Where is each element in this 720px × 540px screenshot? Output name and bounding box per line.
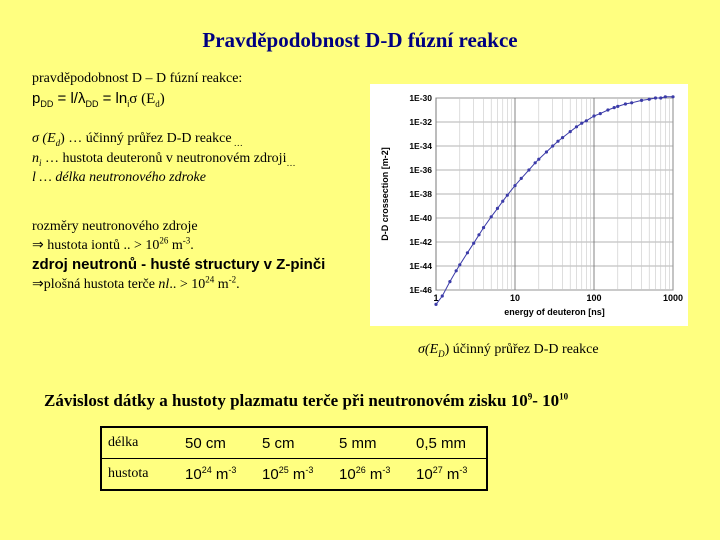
data-point: [569, 130, 572, 133]
x-tick-label: 1: [433, 293, 439, 303]
table-cell: $10^{25}$ $m^{-3}$: [262, 464, 314, 483]
table-cell: 50 cm: [179, 427, 256, 459]
cross-section-definition: σ $(E_d)$ … účinný průřez D-D reakce $_\dots$: [32, 131, 243, 148]
y-tick-label: 1E-34: [409, 141, 432, 151]
data-point: [551, 144, 554, 147]
data-point: [477, 233, 480, 236]
data-point: [592, 114, 595, 117]
y-tick-label: 1E-44: [409, 261, 432, 271]
data-point: [482, 226, 485, 229]
data-point: [501, 200, 504, 203]
probability-label: pravděpodobnost D – D fúzní reakce:: [32, 71, 243, 86]
table-row: [101, 427, 487, 459]
table-cell: 0,5 mm: [410, 427, 488, 459]
table-row: [101, 459, 487, 491]
table-cell: $10^{27}$ $m^{-3}$: [416, 464, 468, 483]
data-point: [506, 194, 509, 197]
cross-section-graph: [370, 84, 688, 326]
neutron-source-line: zdroj neutronů - husté structury v Z-pinči: [32, 256, 326, 273]
data-point: [616, 105, 619, 108]
graph-caption: $\sigma(E_D)$ účinný průřez D-D reakce: [418, 342, 599, 359]
surface-density-line: ⇒plošná hustota terče nl.. > $10^{24}$ $m^{-2}$.: [32, 274, 240, 292]
x-tick-label: 10: [509, 293, 521, 303]
data-point: [455, 269, 458, 272]
page-title: Pravděpodobnost D-D fúzní reakce: [202, 28, 518, 52]
data-point: [654, 96, 657, 99]
data-point: [496, 207, 499, 210]
y-tick-label: 1E-38: [409, 189, 432, 199]
cross-section-chart: [370, 84, 688, 326]
data-point: [458, 263, 461, 266]
x-axis-label: energy of deuteron [ns]: [504, 307, 605, 317]
table-cell: 5 cm: [256, 427, 333, 459]
density-definition: $n_i$ … hustota deuteronů v neutronovém zdroji$_\dots$: [32, 151, 296, 168]
ion-density-line: ⇒ hustota iontů .. > $10^{26}$ $m^{-3}$.: [32, 235, 194, 253]
data-point: [434, 303, 437, 306]
data-point: [575, 125, 578, 128]
y-tick-label: 1E-40: [409, 213, 432, 223]
data-point: [659, 96, 662, 99]
data-point: [534, 161, 537, 164]
data-point: [671, 95, 674, 98]
data-point: [580, 122, 583, 125]
y-tick-label: 1E-36: [409, 165, 432, 175]
data-point: [527, 168, 530, 171]
table-cell: $10^{26}$ $m^{-3}$: [339, 464, 391, 483]
data-point: [613, 106, 616, 109]
data-point: [606, 108, 609, 111]
y-tick-label: 1E-32: [409, 117, 432, 127]
data-point: [630, 101, 633, 104]
table-cell: $10^{24}$ $m^{-3}$: [185, 464, 237, 483]
data-point: [640, 99, 643, 102]
data-point: [585, 119, 588, 122]
data-point: [441, 294, 444, 297]
data-point: [472, 242, 475, 245]
data-point: [490, 215, 493, 218]
data-point: [513, 184, 516, 187]
table-cell: 5 mm: [333, 427, 410, 459]
data-point: [520, 177, 523, 180]
length-definition: l … délka neutronového zdroke: [32, 170, 206, 185]
data-point: [561, 136, 564, 139]
data-point: [624, 102, 627, 105]
data-point: [556, 140, 559, 143]
data-point: [545, 150, 548, 153]
probability-formula: $p_{DD} = l/\lambda_{DD} = \ln_i\sigma$ $(E_d)$: [32, 90, 165, 109]
data-point: [648, 98, 651, 101]
table-cell: délka: [101, 427, 179, 459]
data-point: [599, 112, 602, 115]
data-point: [448, 280, 451, 283]
table-cell: hustota: [108, 466, 149, 481]
data-point: [537, 158, 540, 161]
y-tick-label: 1E-30: [409, 93, 432, 103]
x-tick-label: 100: [586, 293, 602, 303]
data-point: [466, 251, 469, 254]
y-tick-label: 1E-42: [409, 237, 432, 247]
y-tick-label: 1E-46: [409, 285, 432, 295]
data-point: [664, 95, 667, 98]
source-dimensions-label: rozměry neutronového zdroje: [32, 219, 198, 234]
length-density-table: [100, 426, 488, 491]
dependency-heading: Závislost dátky a hustoty plazmatu terče při neutronovém zisku $10^9-$ $10^{10}$: [44, 391, 569, 410]
x-tick-label: 1000: [662, 293, 684, 303]
y-axis-label: D-D crossection [m-2]: [380, 147, 390, 241]
